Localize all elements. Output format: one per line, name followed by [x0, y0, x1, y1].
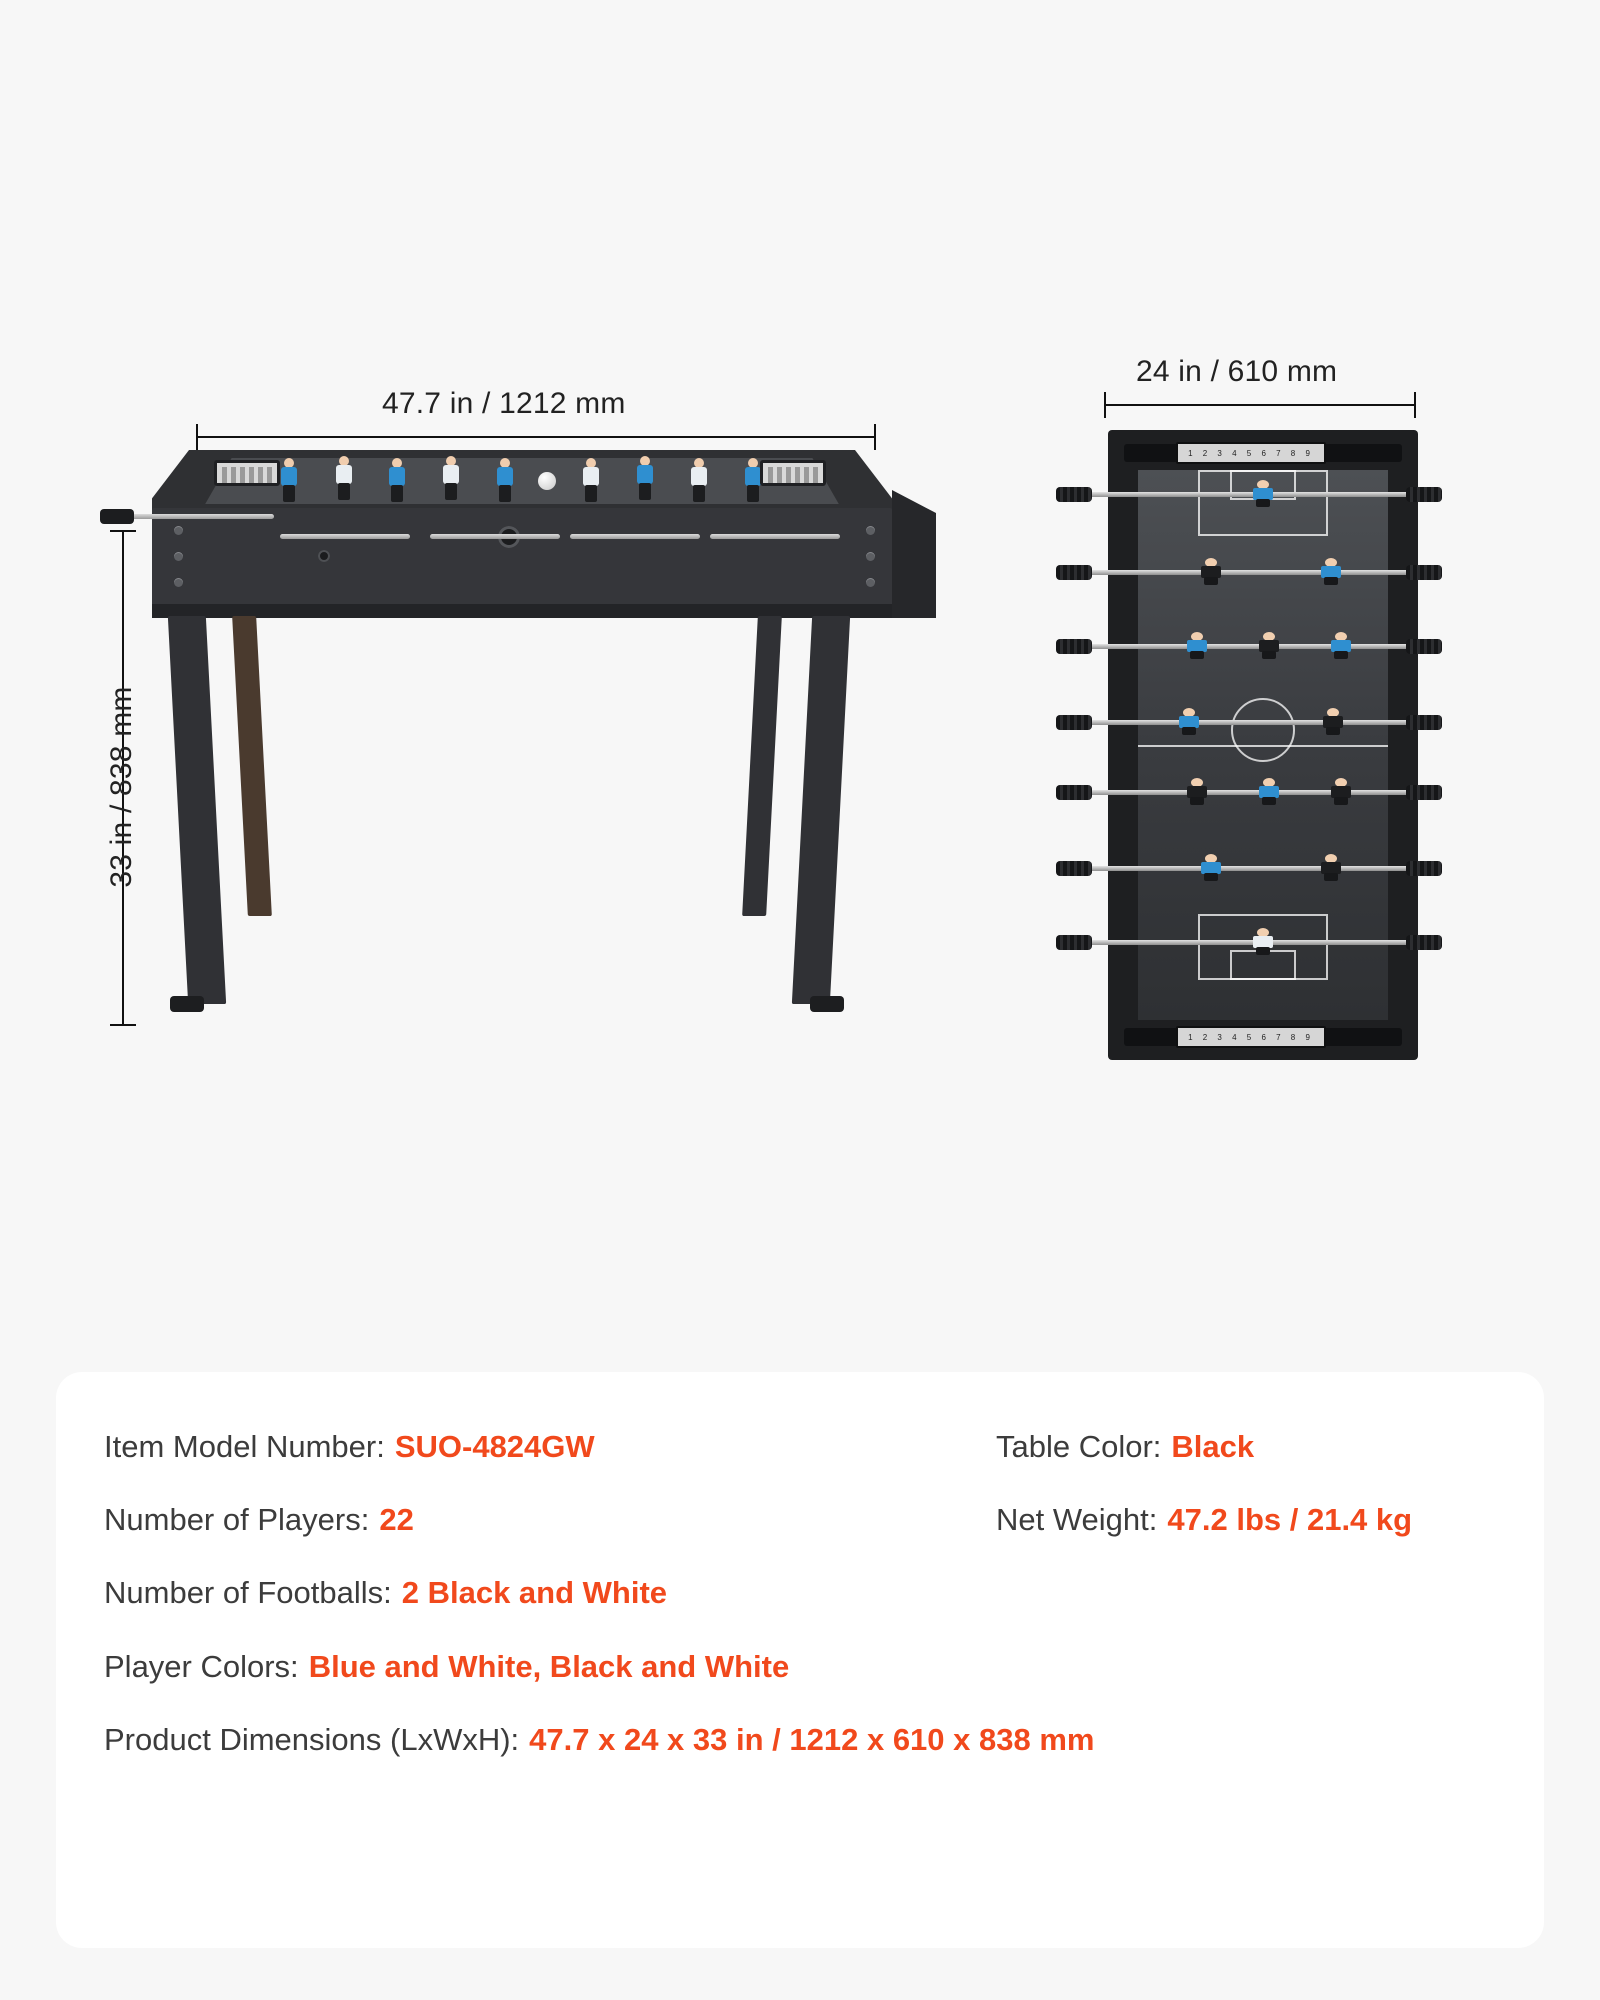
- player-figure: [335, 456, 353, 500]
- spec-row-number-of-players: [104, 1501, 984, 1538]
- player-figure: [496, 458, 514, 502]
- player-figure: [1330, 776, 1352, 806]
- rod-handle: [1406, 487, 1442, 502]
- leg-foot: [170, 996, 204, 1012]
- spec-row-table-color: [996, 1428, 1516, 1465]
- player-figure: [1200, 852, 1222, 882]
- player-figure: [1322, 706, 1344, 736]
- player-figure: [1330, 630, 1352, 660]
- spec-value: Black: [1171, 1429, 1255, 1464]
- spec-row-item-model-number: [104, 1428, 984, 1465]
- player-figure: [280, 458, 298, 502]
- spec-label: Number of Players:: [104, 1502, 370, 1538]
- rod-handle: [1056, 565, 1092, 580]
- player-figure: [1258, 630, 1280, 660]
- player-figure: [582, 458, 600, 502]
- rod-handle: [1056, 935, 1092, 950]
- rod-handle: [1056, 861, 1092, 876]
- bolt: [866, 578, 875, 587]
- rod-handle: [1406, 565, 1442, 580]
- foosball-table-top-view: [1090, 430, 1430, 1060]
- rod-handle: [1406, 785, 1442, 800]
- player-figure: [442, 456, 460, 500]
- table-leg-inner: [742, 616, 782, 916]
- bolt: [174, 526, 183, 535]
- player-figure: [388, 458, 406, 502]
- spec-label: Product Dimensions (LxWxH):: [104, 1721, 520, 1757]
- center-circle: [1231, 698, 1295, 762]
- spec-value: 47.2 lbs / 21.4 kg: [1167, 1502, 1413, 1538]
- player-rod: [280, 534, 410, 539]
- spec-value: SUO-4824GW: [394, 1429, 595, 1464]
- top-view-width-tick-right: [1414, 392, 1416, 418]
- top-view-width-line: [1104, 404, 1416, 406]
- player-rod: [570, 534, 700, 539]
- spec-label: Player Colors:: [104, 1648, 299, 1684]
- table-leg: [168, 616, 226, 1004]
- spec-value: 2 Black and White: [401, 1575, 668, 1611]
- player-figure: [1252, 478, 1274, 508]
- spec-row-number-of-footballs: [104, 1574, 984, 1611]
- football-ball: [538, 472, 556, 490]
- foosball-table-front-view: [130, 430, 920, 1050]
- spec-row-player-colors: [104, 1648, 984, 1685]
- spec-label: Item Model Number:: [104, 1429, 385, 1464]
- bolt: [866, 552, 875, 561]
- top-view-width-label: 24 in / 610 mm: [1136, 355, 1338, 388]
- score-counter-right: [760, 460, 826, 486]
- rod-handle: [1406, 639, 1442, 654]
- score-counter-left: [214, 460, 280, 486]
- spec-column-right: [996, 1428, 1516, 1574]
- bolt: [866, 526, 875, 535]
- leg-foot: [810, 996, 844, 1012]
- rod-handle: [1056, 487, 1092, 502]
- spec-value: 22: [379, 1502, 414, 1538]
- score-counter-top: 1 2 3 4 5 6 7 8 9: [1176, 442, 1326, 464]
- player-rod: [1070, 644, 1440, 649]
- table-leg-inner: [232, 616, 272, 916]
- player-figure: [1186, 630, 1208, 660]
- rod-handle: [1406, 715, 1442, 730]
- rod-bushing: [318, 550, 330, 562]
- rod-handle: [1056, 639, 1092, 654]
- player-rod: [430, 534, 560, 539]
- spec-row-product-dimensions: [104, 1721, 1095, 1758]
- player-rod: [1070, 570, 1440, 575]
- bolt: [174, 578, 183, 587]
- player-figure: [1252, 926, 1274, 956]
- front-view-width-label: 47.7 in / 1212 mm: [382, 387, 626, 420]
- player-figure: [690, 458, 708, 502]
- rod-handle: [100, 509, 134, 524]
- top-view-width-tick-left: [1104, 392, 1106, 418]
- spec-label: Table Color:: [996, 1429, 1162, 1464]
- player-rod: [1070, 866, 1440, 871]
- spec-value: Blue and White, Black and White: [308, 1648, 790, 1684]
- cabinet-front-panel: [152, 508, 892, 618]
- score-counter-bottom: 1 2 3 4 5 6 7 8 9: [1176, 1026, 1326, 1048]
- player-figure: [1258, 776, 1280, 806]
- player-rod: [1070, 720, 1440, 725]
- cabinet-side-panel: [892, 490, 936, 618]
- player-figure: [1178, 706, 1200, 736]
- rod-handle: [1406, 935, 1442, 950]
- player-figure: [1200, 556, 1222, 586]
- front-view-height-label: 33 in / 838 mm: [105, 686, 138, 888]
- spec-row-net-weight: [996, 1501, 1516, 1538]
- spec-label: Number of Footballs:: [104, 1575, 392, 1611]
- rod-handle: [1406, 861, 1442, 876]
- player-figure: [1320, 852, 1342, 882]
- rod-handle: [1056, 785, 1092, 800]
- spec-label: Net Weight:: [996, 1502, 1158, 1538]
- spec-value: 47.7 x 24 x 33 in / 1212 x 610 x 838 mm: [529, 1721, 1095, 1757]
- player-rod: [1070, 790, 1440, 795]
- player-figure: [1320, 556, 1342, 586]
- specification-card: [56, 1372, 1544, 1948]
- rod-handle: [1056, 715, 1092, 730]
- player-figure: [1186, 776, 1208, 806]
- player-rod: [710, 534, 840, 539]
- player-figure: [636, 456, 654, 500]
- bolt: [174, 552, 183, 561]
- table-leg: [792, 616, 850, 1004]
